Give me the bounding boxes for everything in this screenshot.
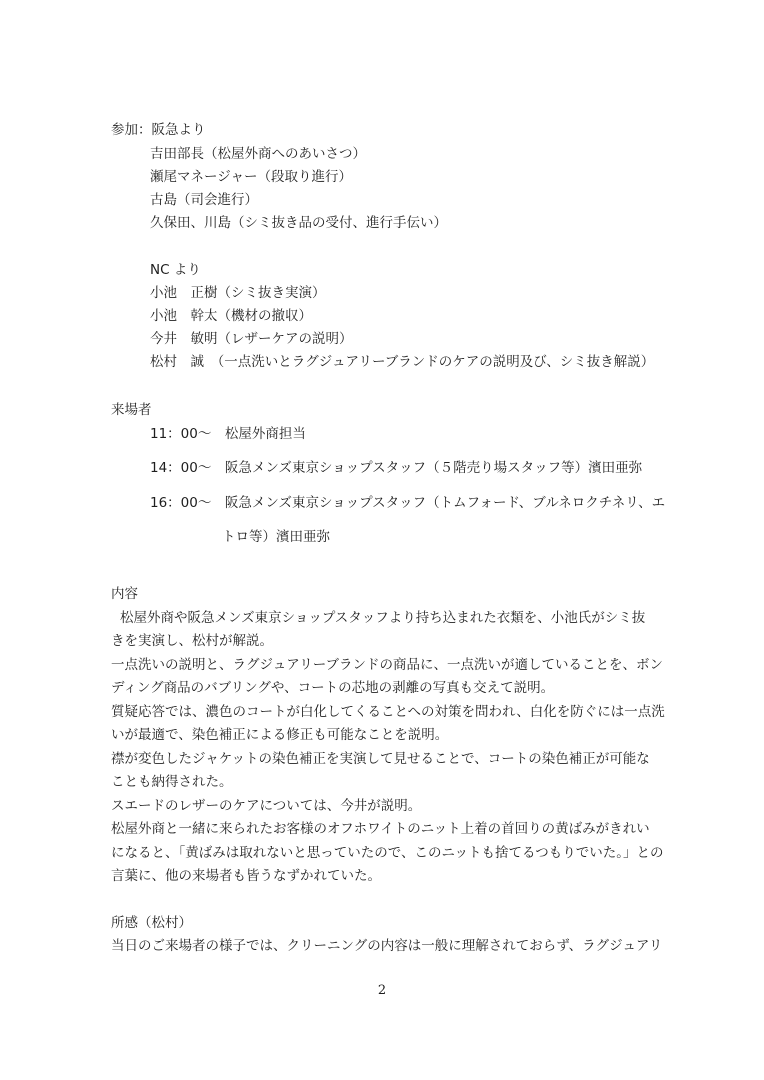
content-paragraph: ことも納得された。 [111, 774, 233, 790]
content-paragraph: いが最適で、染色補正による修正も可能なことを説明。 [111, 727, 449, 743]
visitor-entry: 16：00～ 阪急メンズ東京ショップスタッフ（トムフォード、ブルネロクチネリ、エ [150, 495, 666, 511]
visitors-heading: 来場者 [111, 402, 152, 418]
content-paragraph: 質疑応答では、濃色のコートが白化してくることへの対策を問われ、白化を防ぐには一点洗 [111, 704, 665, 720]
nc-member: 今井 敏明（レザーケアの説明） [150, 331, 353, 347]
impressions-heading: 所感（松村） [111, 915, 192, 931]
visitor-entry: 14：00～ 阪急メンズ東京ショップスタッフ（５階売り場スタッフ等）濱田亜弥 [150, 460, 643, 476]
content-heading: 内容 [111, 586, 138, 602]
hankyu-member: 吉田部長（松屋外商へのあいさつ） [150, 146, 366, 162]
nc-member: 松村 誠 （一点洗いとラグジュアリーブランドのケアの説明及び、シミ抜き解説） [150, 354, 655, 370]
page-number: 2 [377, 983, 387, 998]
hankyu-member: 古島（司会進行） [150, 192, 258, 208]
nc-member: 小池 幹太（機材の撤収） [150, 308, 312, 324]
content-paragraph: きを実演し、松村が解説。 [111, 633, 273, 649]
nc-member: 小池 正樹（シミ抜き実演） [150, 285, 326, 301]
participants-heading: 参加：阪急より [111, 122, 206, 138]
content-paragraph: 襟が変色したジャケットの染色補正を実演して見せることで、コートの染色補正が可能な [111, 751, 650, 767]
nc-heading: NC より [150, 262, 201, 278]
content-paragraph: になると、「黄ばみは取れないと思っていたので、このニットも捨てるつもりでいた。」との [111, 845, 664, 861]
content-paragraph: 松屋外商や阪急メンズ東京ショップスタッフより持ち込まれた衣類を、小池氏がシミ抜 [120, 610, 646, 626]
visitor-entry-continued: トロ等）濱田亜弥 [222, 529, 330, 545]
hankyu-member: 瀬尾マネージャー（段取り進行） [150, 169, 352, 185]
impressions-line: 当日のご来場者の様子では、クリーニングの内容は一般に理解されておらず、ラグジュアリ [111, 938, 663, 954]
content-paragraph: 松屋外商と一緒に来られたお客様のオフホワイトのニット上着の首回りの黄ばみがきれい [111, 821, 650, 837]
hankyu-member: 久保田、川島（シミ抜き品の受付、進行手伝い） [150, 215, 447, 231]
visitor-entry: 11：00～ 松屋外商担当 [150, 426, 306, 442]
content-paragraph: スエードのレザーのケアについては、今井が説明。 [111, 798, 422, 814]
content-paragraph: 言葉に、他の来場者も皆うなずかれていた。 [111, 868, 381, 884]
content-paragraph: ディング商品のバブリングや、コートの芯地の剥離の写真も交えて説明。 [111, 680, 555, 696]
content-paragraph: 一点洗いの説明と、ラグジュアリーブランドの商品に、一点洗いが適していることを、ボン [111, 657, 664, 673]
